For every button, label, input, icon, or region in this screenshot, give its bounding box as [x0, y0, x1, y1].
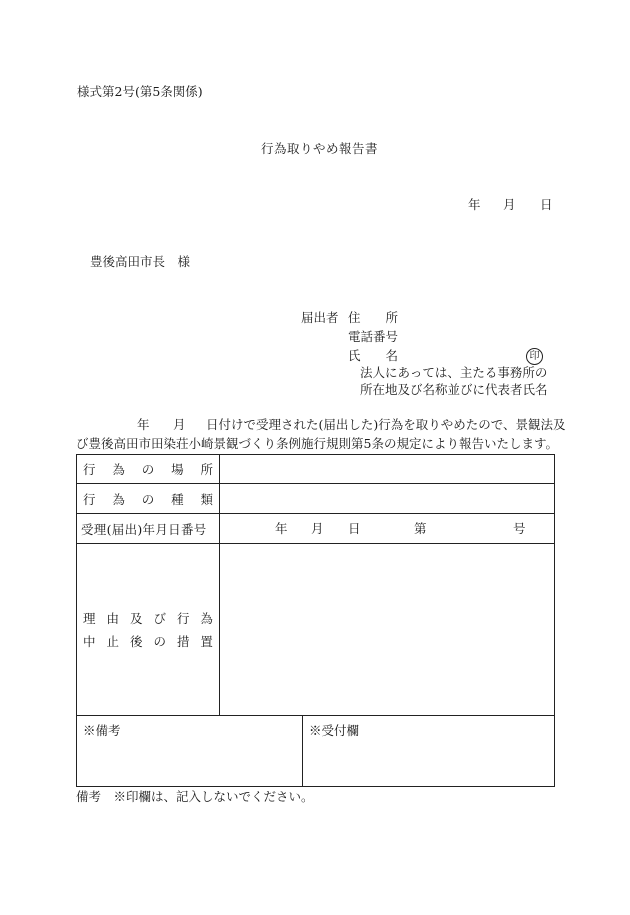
phone-label: 電話番号	[348, 329, 399, 344]
date-month: 月	[503, 197, 516, 212]
report-table	[76, 454, 555, 787]
receipt-month: 月	[311, 521, 324, 536]
seal-mark: 印	[526, 348, 543, 365]
form-number: 様式第2号(第5条関係)	[77, 84, 203, 99]
remarks-cell[interactable]	[77, 716, 303, 787]
table-row	[77, 544, 555, 716]
corp-note-line2: 所在地及び名称並びに代表者氏名	[360, 382, 548, 397]
reception-cell[interactable]	[303, 716, 555, 787]
receipt-field[interactable]	[220, 514, 555, 544]
document-title: 行為取りやめ報告書	[261, 141, 379, 156]
table-row	[77, 455, 555, 484]
table-row	[77, 484, 555, 514]
reason-label: 理 由 及 び 行 為 中 止 後 の 措 置	[77, 544, 220, 716]
notifier-label: 届出者	[301, 310, 339, 325]
table-row	[77, 716, 555, 787]
date-year: 年	[468, 197, 481, 212]
body-month: 月	[173, 417, 186, 432]
reason-field[interactable]	[220, 544, 555, 716]
name-label: 氏 名	[348, 348, 399, 363]
addressee: 豊後高田市長 様	[90, 254, 191, 269]
receipt-dai: 第	[414, 521, 427, 536]
location-field[interactable]	[220, 455, 555, 484]
receipt-year: 年	[275, 521, 288, 536]
type-field[interactable]	[220, 484, 555, 514]
location-label: 行 為 の 場 所	[77, 455, 220, 484]
footnote: 備考 ※印欄は、記入しないでください。	[76, 789, 314, 804]
remarks-label: ※備考	[83, 723, 121, 738]
type-label: 行 為 の 種 類	[77, 484, 220, 514]
address-label: 住 所	[348, 310, 399, 325]
date-day: 日	[540, 197, 553, 212]
body-line2: び豊後高田市田染荘小崎景観づくり条例施行規則第5条の規定により報告いたします。	[76, 436, 558, 451]
receipt-label: 受理(届出)年月日番号	[77, 514, 220, 544]
receipt-go: 号	[513, 521, 526, 536]
table-row	[77, 514, 555, 544]
corp-note-line1: 法人にあっては、主たる事務所の	[360, 365, 548, 380]
reception-label: ※受付欄	[309, 723, 360, 738]
body-year: 年	[137, 417, 150, 432]
body-line1: 日付けで受理された(届出した)行為を取りやめたので、景観法及	[206, 417, 566, 432]
receipt-day: 日	[348, 521, 361, 536]
